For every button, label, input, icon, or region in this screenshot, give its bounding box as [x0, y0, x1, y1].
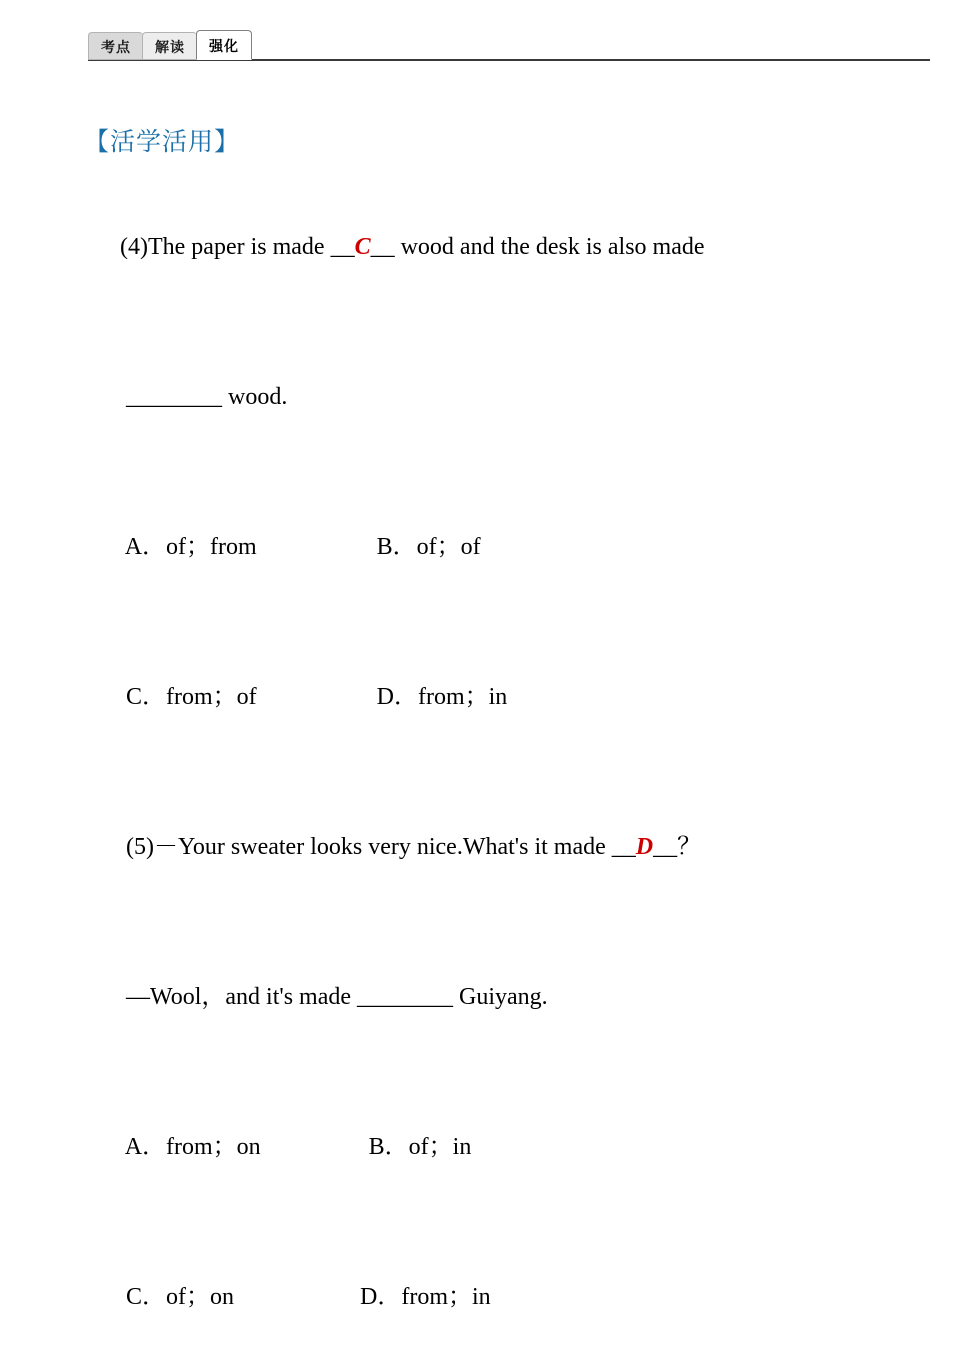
question-4-stem-line-1 — [84, 172, 920, 322]
tab-qianghua-label: 强化 — [209, 38, 239, 54]
q4-stem-text-b: __ wood and the desk is also made — [370, 234, 705, 260]
question-4-stem-line-2 — [84, 322, 920, 472]
tab-kaodian[interactable] — [88, 32, 143, 60]
question-5-options-ab — [84, 1072, 920, 1222]
q5-answer: D — [635, 834, 654, 860]
q4-stem-text-a: (4)The paper is made __ — [120, 234, 355, 260]
tab-qianghua[interactable] — [196, 30, 252, 60]
question-4-options-cd — [84, 622, 920, 772]
q5-stem-text-a: (5)－Your sweater looks very nice.What's it made __ — [126, 834, 636, 860]
exercise-content — [84, 122, 920, 1372]
slide-header — [88, 30, 930, 64]
q5-stem-text-b: __？ — [653, 834, 702, 860]
section-title: 【活学活用】 — [84, 128, 241, 156]
tab-kaodian-label: 考点 — [101, 39, 131, 55]
question-5-stem-line-1 — [84, 772, 920, 922]
question-4-options-ab — [84, 472, 920, 622]
q4-options-ab-text: A．of；from B．of；of — [124, 534, 481, 560]
q5-options-ab-text: A．from；on B．of；in — [124, 1134, 472, 1160]
q5-stem-text-c: —Wool，and it's made ________ Guiyang. — [126, 984, 548, 1010]
q4-answer: C — [354, 234, 371, 260]
q5-options-cd-text: C．of；on D．from；in — [126, 1284, 491, 1310]
q4-stem-text-c: ________ wood. — [120, 384, 288, 410]
tab-bar — [88, 30, 252, 60]
tab-jiedu[interactable] — [142, 32, 197, 60]
question-5-options-cd — [84, 1222, 920, 1372]
question-5-stem-line-2 — [84, 922, 920, 1072]
q4-options-cd-text: C．from；of D．from；in — [126, 684, 508, 710]
tab-jiedu-label: 解读 — [155, 39, 185, 55]
